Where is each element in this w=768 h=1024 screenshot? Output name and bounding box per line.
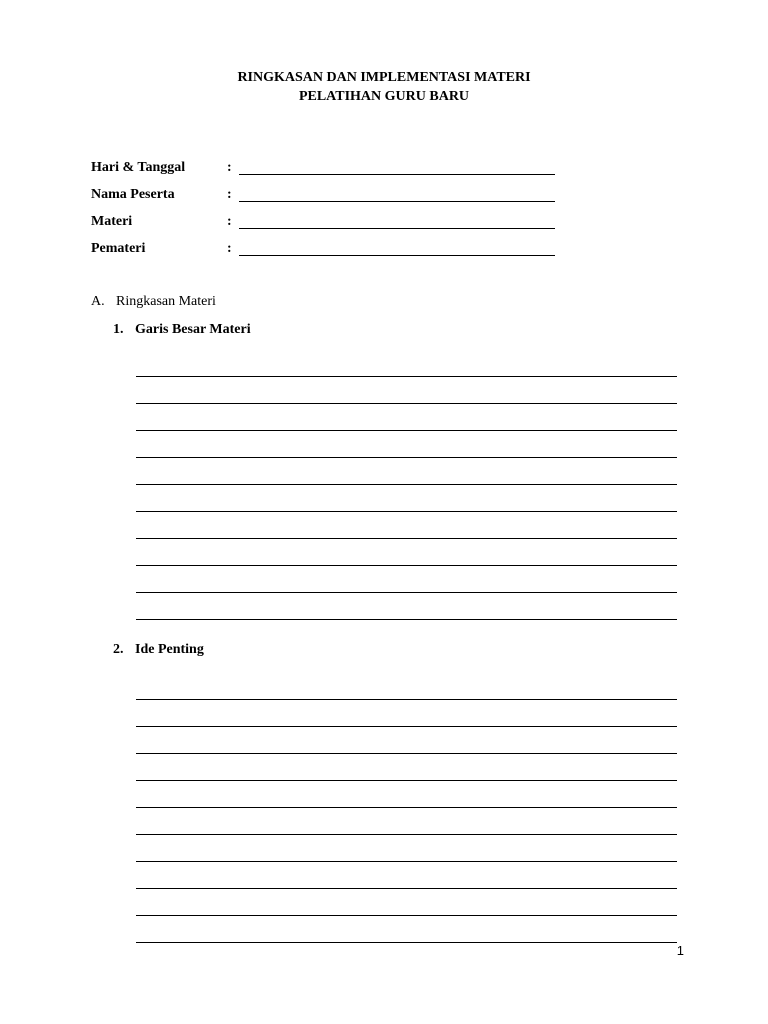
subsection-2-heading <box>113 640 204 660</box>
writing-line[interactable] <box>136 566 677 593</box>
writing-line[interactable] <box>136 862 677 889</box>
writing-line[interactable] <box>136 485 677 512</box>
page-number: 1 <box>676 943 684 958</box>
section-a-letter: A. <box>91 294 105 309</box>
subsection-1-heading <box>113 320 251 340</box>
writing-line[interactable] <box>136 431 677 458</box>
info-row-material <box>91 212 571 232</box>
document-title-line-2: PELATIHAN GURU BARU <box>298 89 470 104</box>
info-row-presenter <box>91 239 571 259</box>
writing-line[interactable] <box>136 673 677 700</box>
info-row-participant <box>91 185 571 205</box>
info-colon: : <box>227 241 232 256</box>
writing-line[interactable] <box>136 593 677 620</box>
writing-line[interactable] <box>136 808 677 835</box>
info-label-material: Materi <box>91 214 133 229</box>
info-colon: : <box>227 160 232 175</box>
writing-line[interactable] <box>136 404 677 431</box>
writing-line[interactable] <box>136 754 677 781</box>
presenter-fill-line[interactable] <box>239 255 555 256</box>
subsection-2-number: 2. <box>113 642 124 657</box>
info-label-date: Hari & Tanggal <box>91 160 186 175</box>
writing-area-key-ideas[interactable] <box>136 673 677 943</box>
info-colon: : <box>227 214 232 229</box>
writing-line[interactable] <box>136 539 677 566</box>
subsection-1-number: 1. <box>113 322 124 337</box>
section-a-heading <box>91 292 216 312</box>
document-title-line-1: RINGKASAN DAN IMPLEMENTASI MATERI <box>237 70 531 85</box>
writing-line[interactable] <box>136 350 677 377</box>
info-colon: : <box>227 187 232 202</box>
participant-fill-line[interactable] <box>239 201 555 202</box>
writing-line[interactable] <box>136 889 677 916</box>
section-a-title: Ringkasan Materi <box>116 294 216 309</box>
info-row-date <box>91 158 571 178</box>
writing-line[interactable] <box>136 512 677 539</box>
writing-line[interactable] <box>136 727 677 754</box>
date-fill-line[interactable] <box>239 174 555 175</box>
subsection-1-title: Garis Besar Materi <box>135 322 251 337</box>
writing-line[interactable] <box>136 781 677 808</box>
writing-line[interactable] <box>136 377 677 404</box>
info-label-presenter: Pemateri <box>91 241 146 256</box>
material-fill-line[interactable] <box>239 228 555 229</box>
writing-area-outline[interactable] <box>136 350 677 620</box>
writing-line[interactable] <box>136 458 677 485</box>
subsection-2-title: Ide Penting <box>135 642 204 657</box>
info-label-participant: Nama Peserta <box>91 187 175 202</box>
writing-line[interactable] <box>136 700 677 727</box>
writing-line[interactable] <box>136 835 677 862</box>
writing-line[interactable] <box>136 916 677 943</box>
